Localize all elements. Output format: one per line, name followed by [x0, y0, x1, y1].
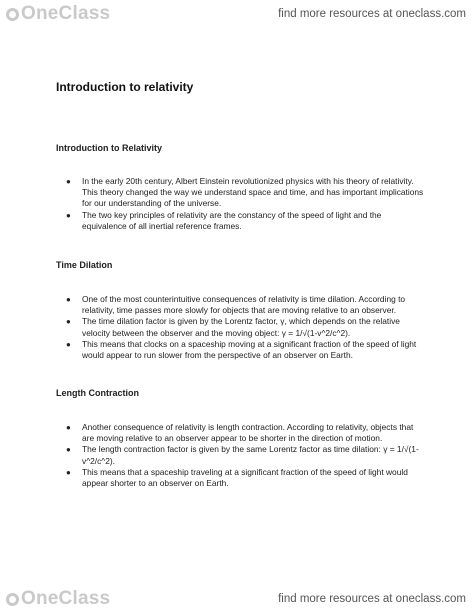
list-item-text: The length contraction factor is given by the same Lorentz factor as time dilation: γ = 1/√(1-v^2/c^2). [82, 444, 419, 466]
list-item [56, 422, 426, 444]
section-heading-introduction: Introduction to Relativity [56, 143, 163, 153]
logo-ring-icon [6, 593, 19, 606]
section-heading-length-contraction: Length Contraction [56, 388, 139, 398]
section-bullets-introduction [56, 176, 426, 232]
list-item [56, 294, 426, 316]
list-item [56, 176, 426, 210]
bullet-icon: ● [66, 210, 71, 220]
list-item-text: The two key principles of relativity are the constancy of the speed of light and the equivalence of all inertial reference frames. [82, 209, 382, 231]
bottom-banner [0, 585, 474, 613]
document-title: Introduction to relativity [56, 80, 194, 94]
section-bullets-time-dilation [56, 294, 426, 361]
list-item [56, 210, 426, 232]
list-item [56, 339, 426, 361]
list-item-text: In the early 20th century, Albert Einstein revolutionized physics with his theory of relativity. This theory changed the way we understand space and time, and has important implications for our understanding of the universe. [82, 176, 424, 209]
section-heading-time-dilation: Time Dilation [56, 260, 113, 270]
list-item-text: This means that a spaceship traveling at a significant fraction of the speed of light would appear shorter to an observer on Earth. [82, 466, 408, 489]
bullet-icon: ● [66, 445, 71, 455]
section-bullets-length-contraction [56, 422, 426, 489]
oneclass-logo[interactable] [6, 3, 110, 25]
list-item-text: This means that clocks on a spaceship moving at a significant fraction of the speed of light would appear to run slower from the perspective of an observer on Earth. [82, 338, 417, 361]
bullet-icon: ● [66, 423, 71, 432]
list-item [56, 467, 426, 489]
resources-link-footer[interactable]: find more resources at oneclass.com [278, 593, 466, 605]
list-item-text: The time dilation factor is given by the Lorentz factor, γ, which depends on the relative velocity between the observer and the moving object: γ = 1/√(1-v^2/c^2). [82, 316, 400, 338]
list-item [56, 444, 426, 466]
list-item [56, 316, 426, 338]
top-banner [0, 0, 474, 28]
brand-name: OneClass [21, 588, 111, 609]
bullet-icon: ● [66, 339, 71, 349]
oneclass-logo-footer[interactable] [6, 588, 110, 610]
bullet-icon: ● [66, 467, 71, 477]
bullet-icon: ● [66, 317, 71, 327]
bullet-icon: ● [66, 295, 71, 304]
bullet-icon: ● [66, 177, 71, 186]
list-item-text: Another consequence of relativity is length contraction. According to relativity, objects that are moving relative to an observer appear to be shorter in the direction of motion. [82, 422, 414, 444]
list-item-text: One of the most counterintuitive consequences of relativity is time dilation. According to relativity, time passes more slowly for objects that are moving relative to an observer. [82, 294, 406, 316]
brand-name: OneClass [21, 3, 111, 24]
resources-link[interactable]: find more resources at oneclass.com [278, 8, 466, 20]
logo-ring-icon [6, 8, 19, 21]
